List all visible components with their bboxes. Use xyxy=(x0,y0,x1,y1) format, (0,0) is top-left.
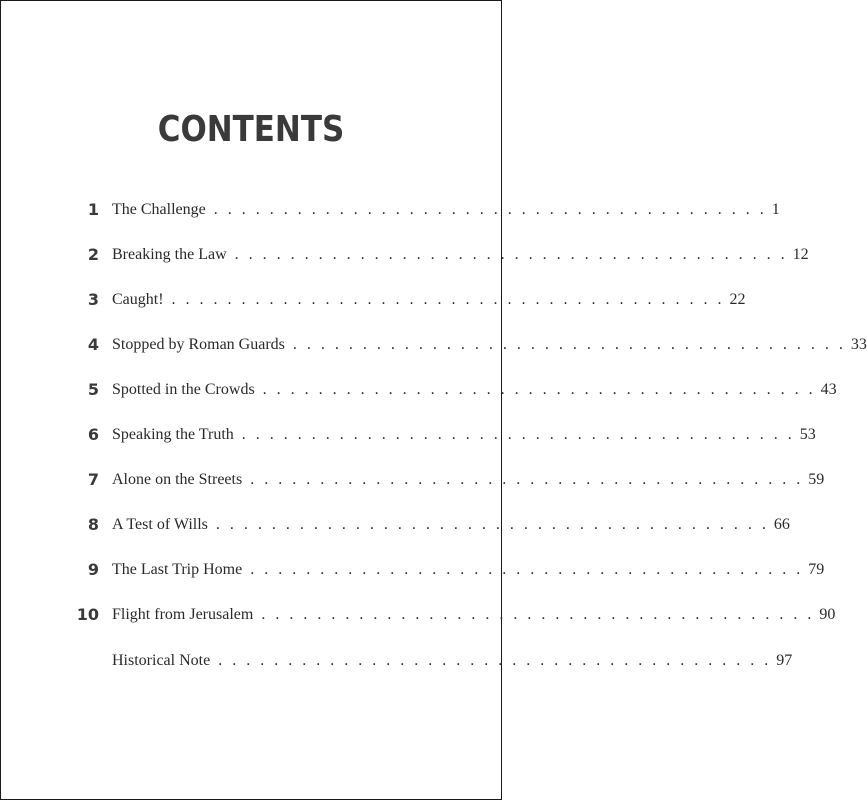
page-number: 90 xyxy=(819,606,836,623)
page-number: 22 xyxy=(729,291,746,308)
contents-heading: CONTENTS xyxy=(157,109,345,150)
toc-line xyxy=(112,606,836,624)
toc-entry xyxy=(1,245,809,275)
toc-line xyxy=(112,561,825,579)
chapter-title: Caught! xyxy=(112,291,164,308)
chapter-title: The Challenge xyxy=(112,201,206,218)
chapter-number: 4 xyxy=(87,335,99,354)
page-number: 53 xyxy=(799,426,816,443)
chapter-number: 8 xyxy=(87,515,99,534)
toc-entry xyxy=(1,560,825,590)
toc-entry xyxy=(1,380,837,410)
chapter-title: Spotted in the Crowds xyxy=(112,381,255,398)
page-number: 1 xyxy=(771,201,780,218)
dot-leader: . . . . . . . . . . . . . . . . . . . . . . . . . . . . . . . . . . . . . . . . xyxy=(171,291,725,308)
dot-leader: . . . . . . . . . . . . . . . . . . . . . . . . . . . . . . . . . . . . . . . . xyxy=(215,516,769,533)
dot-leader: . . . . . . . . . . . . . . . . . . . . . . . . . . . . . . . . . . . . . . . . xyxy=(241,426,795,443)
toc-entry xyxy=(1,200,780,230)
toc-entry xyxy=(1,651,793,681)
toc-line xyxy=(112,246,809,264)
chapter-title: Alone on the Streets xyxy=(112,471,243,488)
chapter-number: 3 xyxy=(87,290,99,309)
toc-line xyxy=(112,516,790,534)
page-number: 79 xyxy=(808,561,825,578)
chapter-number: 6 xyxy=(87,425,99,444)
toc-entry xyxy=(1,470,825,500)
toc-entry xyxy=(1,335,867,365)
chapter-number: 9 xyxy=(87,560,99,579)
dot-leader: . . . . . . . . . . . . . . . . . . . . . . . . . . . . . . . . . . . . . . . . xyxy=(292,336,846,353)
page-number: 12 xyxy=(792,246,809,263)
toc-entry xyxy=(1,425,816,455)
toc-line xyxy=(112,652,793,670)
toc-line xyxy=(112,426,816,444)
page-number: 43 xyxy=(820,381,837,398)
chapter-title: Flight from Jerusalem xyxy=(112,606,254,623)
chapter-number: 1 xyxy=(87,200,99,219)
page-number: 59 xyxy=(808,471,825,488)
toc-line xyxy=(112,291,746,309)
chapter-title: Speaking the Truth xyxy=(112,426,234,443)
chapter-title: The Last Trip Home xyxy=(112,561,243,578)
chapter-number: 2 xyxy=(87,245,99,264)
dot-leader: . . . . . . . . . . . . . . . . . . . . . . . . . . . . . . . . . . . . . . . . xyxy=(218,652,772,669)
toc-entry xyxy=(1,605,836,635)
dot-leader: . . . . . . . . . . . . . . . . . . . . . . . . . . . . . . . . . . . . . . . . xyxy=(234,246,788,263)
toc-line xyxy=(112,381,837,399)
dot-leader: . . . . . . . . . . . . . . . . . . . . . . . . . . . . . . . . . . . . . . . . xyxy=(213,201,767,218)
toc-entry xyxy=(1,515,790,545)
toc-entry xyxy=(1,290,746,320)
dot-leader: . . . . . . . . . . . . . . . . . . . . . . . . . . . . . . . . . . . . . . . . xyxy=(262,381,816,398)
dot-leader: . . . . . . . . . . . . . . . . . . . . . . . . . . . . . . . . . . . . . . . . xyxy=(261,606,815,623)
chapter-number: 5 xyxy=(87,380,99,399)
page-number: 33 xyxy=(850,336,867,353)
chapter-title: A Test of Wills xyxy=(112,516,208,533)
toc-line xyxy=(112,201,780,219)
chapter-number: 10 xyxy=(76,605,99,624)
toc-line xyxy=(112,336,867,354)
dot-leader: . . . . . . . . . . . . . . . . . . . . . . . . . . . . . . . . . . . . . . . . xyxy=(250,471,804,488)
page-number: 66 xyxy=(773,516,790,533)
chapter-title: Historical Note xyxy=(112,652,211,669)
chapter-title: Breaking the Law xyxy=(112,246,227,263)
page-number: 97 xyxy=(776,652,793,669)
chapter-number: 7 xyxy=(87,470,99,489)
toc-line xyxy=(112,471,825,489)
chapter-title: Stopped by Roman Guards xyxy=(112,336,285,353)
dot-leader: . . . . . . . . . . . . . . . . . . . . . . . . . . . . . . . . . . . . . . . . xyxy=(250,561,804,578)
